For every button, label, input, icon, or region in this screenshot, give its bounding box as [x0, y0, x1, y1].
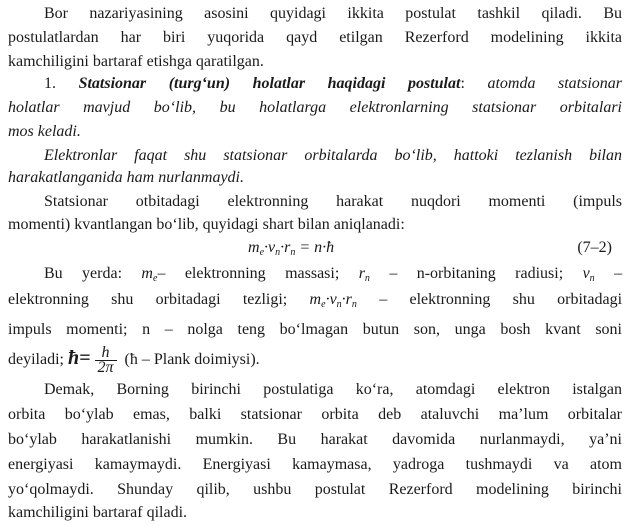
paragraph-5-line-3: bo‘ylab harakatlanishi mumkin. Bu harakat davomida nurlanmaydi, ya’ni	[8, 431, 622, 448]
symbol-momentum: $m_e\cdot v_n\cdot r_n$	[309, 291, 357, 310]
explanation-line-3: impuls momenti; n – nolga teng bo‘lmagan butun son, unga bosh kvant soni	[8, 321, 622, 338]
paragraph-5-line-1: Demak, Borning birinchi postulatiga ko‘ra, atomdagi elektron istalgan	[44, 381, 622, 398]
paragraph-1-line-1: Bor nazariyasining asosini quyidagi ikkita postulat tashkil qiladi. Bu	[44, 5, 622, 22]
equation-number: (7–2)	[577, 239, 612, 256]
explanation-line-1: Bu yerda: $m_e-$ elektronning massasi; $r_n$ – n-orbitaning radiusi; $v_n$ –	[44, 265, 623, 284]
symbol-vn: $v_n$	[582, 265, 595, 284]
paragraph-5-line-6: kamchiligini bartaraf qiladi.	[8, 504, 188, 521]
paragraph-5-line-2: orbita bo‘ylab emas, balki statsionar orbita deb ataluvchi ma’lum orbitalar	[8, 406, 622, 423]
postulate-1-line-2: holatlar mavjud bo‘lib, bu holatlarga elektronlarning statsionar orbitalari	[8, 99, 622, 116]
explanation-line-4: deyiladi; ħ= $\frac{h}{2\pi}$ (ħ – Plank doimiysi).	[8, 343, 260, 376]
equation-7-2	[8, 236, 622, 260]
paragraph-5-line-5: yo‘qolmaydi. Shunday qilib, ushbu postulat Rezerford modelining birinchi	[8, 481, 622, 498]
postulate-1-line-3: mos keladi.	[8, 123, 81, 140]
italic-paragraph-line-2: harakatlanganida ham nurlanmaydi.	[8, 169, 244, 186]
postulate-colon: :	[460, 75, 465, 92]
paragraph-1-line-2: postulatlardan har biri yuqorida qayd etilgan Rezerford modelining ikkita	[8, 29, 622, 46]
postulate-number: 1.	[44, 75, 56, 92]
paragraph-5-line-4: energiyasi kamaymaydi. Energiyasi kamaymasa, yadroga tushmaydi va atom	[8, 456, 622, 473]
postulate-title: Statsionar (turg‘un) holatlar haqidagi postulat	[78, 75, 461, 92]
symbol-me: $m_e$	[141, 265, 158, 284]
symbol-rn: $r_n$	[358, 265, 370, 284]
italic-paragraph-line-1: Elektronlar faqat shu statsionar orbitalarda bo‘lib, hattoki tezlanish bilan	[44, 147, 622, 164]
paragraph-3-line-2: momenti) kvantlangan bo‘lib, quyidagi shart bilan aniqlanadi:	[8, 216, 405, 233]
paragraph-1-line-3: kamchiligini bartaraf etishga qaratilgan.	[8, 53, 264, 70]
paragraph-3-line-1: Statsionar otbitadagi elektronning harakat nuqdori momenti (impuls	[44, 193, 622, 210]
postulate-text-start: atomda statsionar	[487, 75, 623, 92]
h-over-2pi-fraction: $\frac{h}{2\pi}$	[95, 346, 117, 375]
hbar-symbol: ħ	[67, 347, 80, 369]
explanation-line-2: elektronning shu orbitadagi tezligi; $m_e\cdot v_n\cdot r_n$ – elektronning shu orbitadagi	[8, 291, 623, 310]
equation-formula: $m_e\cdot v_n\cdot r_n$ = n·ħ	[248, 239, 335, 258]
postulate-1-line-1	[44, 72, 622, 96]
